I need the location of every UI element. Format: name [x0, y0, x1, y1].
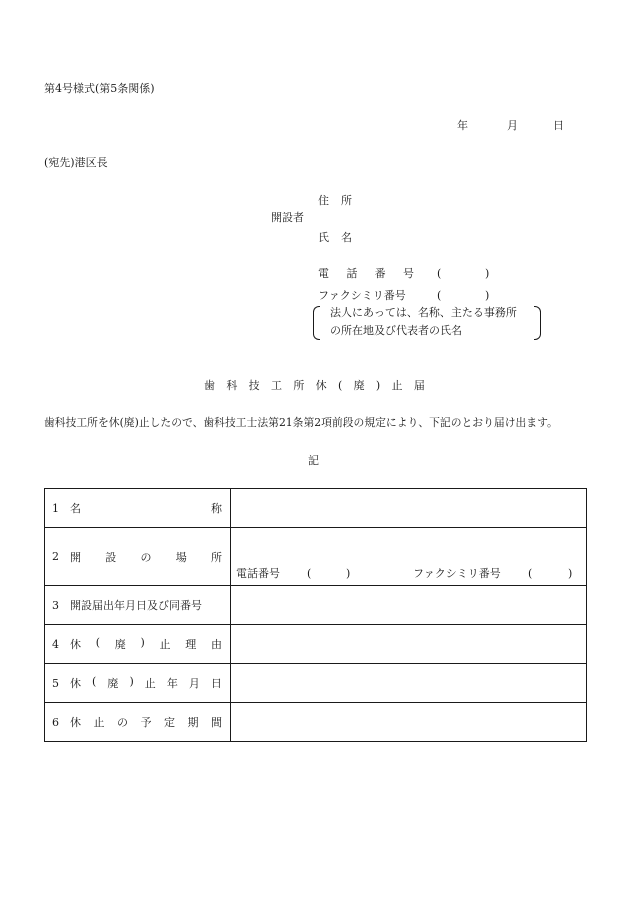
fax-paren-close: ): [485, 289, 490, 302]
reason-value-cell[interactable]: [231, 625, 587, 664]
date-year-label: 年: [457, 119, 468, 132]
form-number: 第4号様式(第5条関係): [44, 82, 155, 95]
phone-paren-close: ): [485, 267, 490, 280]
table-phone-paren-open: (: [307, 567, 312, 580]
document-title: 歯 科 技 工 所 休 ( 廃 ) 止 届: [204, 379, 425, 392]
founder-label: 開設者: [271, 211, 304, 224]
table-row: [45, 625, 587, 664]
corp-note-line2: の所在地及び代表者の氏名: [330, 324, 462, 337]
suspension-period-value-cell[interactable]: [231, 703, 587, 742]
corp-note-bracket-left: [313, 306, 320, 340]
row-label-suspension-period: 6 休 止 の 予 定 期 間: [45, 703, 231, 742]
table-fax-label: ファクシミリ番号: [413, 567, 501, 580]
phone-label: 電 話 番 号: [318, 267, 414, 280]
corp-note-line1: 法人にあっては、名称、主たる事務所: [330, 306, 517, 319]
date-day-label: 日: [553, 119, 564, 132]
body-text: 歯科技工所を休(廃)止したので、歯科技工士法第21条第2項前段の規定により、下記のとおり届け出ます。: [44, 416, 558, 429]
addressee: (宛先)港区長: [44, 156, 108, 169]
founding-date-value-cell[interactable]: [231, 586, 587, 625]
table-fax-paren-close: ): [568, 567, 573, 580]
location-value-cell[interactable]: [231, 528, 587, 586]
table-row: [45, 586, 587, 625]
table-row: [45, 528, 587, 586]
row-label-closure-date: 5 休 ( 廃 ) 止 年 月 日: [45, 664, 231, 703]
row-label-name: 1 名 称: [45, 489, 231, 528]
address-label: 住 所: [318, 194, 352, 207]
table-row: [45, 489, 587, 528]
closure-date-value-cell[interactable]: [231, 664, 587, 703]
table-fax-paren-open: (: [528, 567, 533, 580]
phone-paren-open: (: [437, 267, 442, 280]
row-label-reason: 4 休 ( 廃 ) 止 理 由: [45, 625, 231, 664]
table-row: [45, 664, 587, 703]
table-phone-paren-close: ): [346, 567, 351, 580]
table-row: [45, 703, 587, 742]
date-month-label: 月: [507, 119, 518, 132]
name-value-cell[interactable]: [231, 489, 587, 528]
name-label: 氏 名: [318, 231, 352, 244]
notice-table: [44, 488, 587, 742]
row-label-location: 2 開 設 の 場 所: [45, 528, 231, 586]
row-label-founding-date: 3 開設届出年月日及び同番号: [45, 586, 231, 625]
table-phone-label: 電話番号: [236, 567, 280, 580]
ki-heading: 記: [308, 454, 319, 467]
fax-label: ファクシミリ番号: [318, 289, 406, 302]
fax-paren-open: (: [437, 289, 442, 302]
corp-note-bracket-right: [534, 306, 541, 340]
